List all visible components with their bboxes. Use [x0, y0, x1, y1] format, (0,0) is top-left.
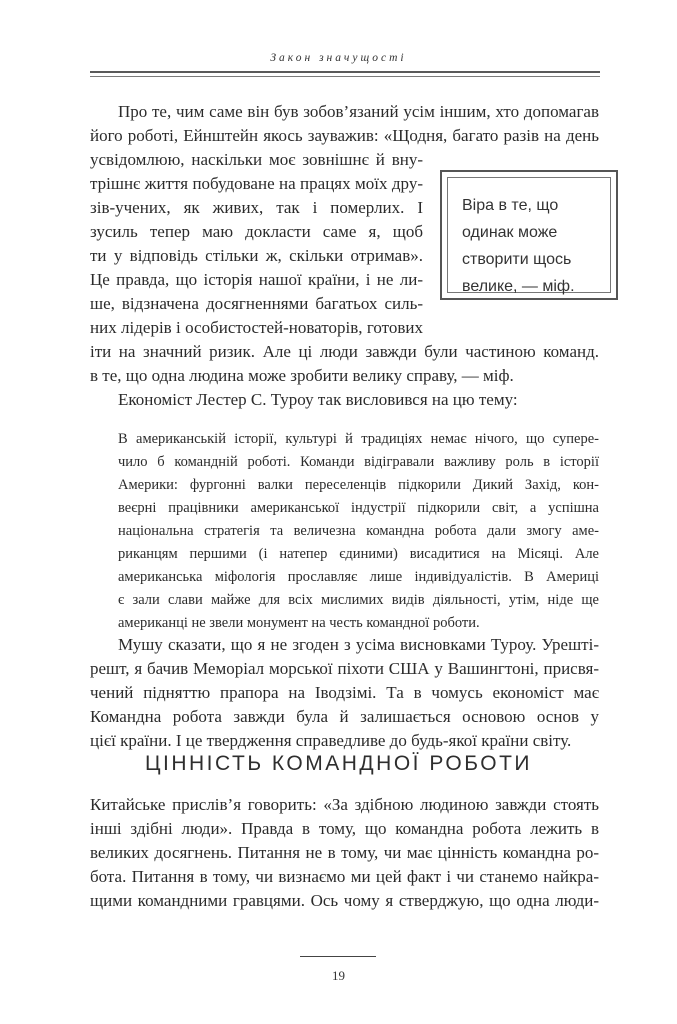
body-line: Про те, чим саме він був зобов’язаний усім іншим, хто допомагав [118, 102, 599, 121]
body-line: іти на значний ризик. Але ці люди завжди були частиною команд. [90, 342, 599, 361]
body-line: решт, я бачив Меморіал морської піхоти США у Вашингтоні, присвя- [90, 659, 599, 678]
pull-quote-box [440, 170, 618, 300]
block-quote-line: американська міфологія прославляє лише індивідуалістів. В Америці [118, 569, 599, 585]
pull-quote-line: одинак може [462, 224, 558, 241]
block-quote-line: веєрні працівники американської індустрії підкорили світ, а успішна [118, 500, 599, 516]
pull-quote-line: велике, — міф. [462, 278, 575, 295]
body-line: в те, що одна людина може зробити велику справу, — міф. [90, 366, 514, 385]
block-quote-line: Америки: фургонні валки переселенців підкорили Дикий Захід, кон- [118, 477, 599, 493]
body-line: його роботі, Ейнштейн якось зауважив: «Щодня, багато разів на день [90, 126, 599, 145]
body-line: зусиль тепер маю докласти саме я, щоб [90, 222, 423, 241]
body-line: ти у відповідь стільки ж, скільки отримав». [90, 246, 423, 265]
body-line: усвідомлюю, наскільки моє зовнішнє й вну- [90, 150, 423, 169]
section-heading: ЦІННІСТЬ КОМАНДНОЇ РОБОТИ [144, 752, 532, 775]
block-quote-line: риканцям першими (і натепер єдиними) висадитися на Місяці. Але [118, 546, 599, 562]
body-line: Командна робота завжди була й залишається основою основ у [90, 707, 599, 726]
block-quote-line: В американській історії, культурі й традиціях немає нічого, що супере- [118, 431, 599, 447]
body-line: цієї країни. І це твердження справедливе до будь-якої країни світу. [90, 731, 572, 750]
body-line: зів-учених, як живих, так і померлих. І [90, 198, 423, 217]
body-line: Мушу сказати, що я не згоден з усіма висновками Туроу. Урешті- [118, 635, 599, 654]
pull-quote-line: створити щось [462, 251, 572, 268]
page-number: 19 [332, 968, 345, 983]
body-line: щими командними гравцями. Ось чому я стверджую, що одна люди- [90, 891, 599, 910]
block-quote-line: американці не звели монумент на честь командної роботи. [118, 615, 480, 631]
body-line: чений підняттю прапора на Іводзімі. Та в чомусь економіст має [90, 683, 599, 702]
block-quote-line: чило б командній роботі. Команди відігравали важливу роль в історії [118, 454, 599, 470]
body-line: інші здібні люди». Правда в тому, що командна робота лежить в [90, 819, 599, 838]
running-header: Закон значущості [270, 52, 407, 64]
body-line: великих досягнень. Питання не в тому, чи має цінність командна ро- [90, 843, 599, 862]
body-line: ше, відзначена досягненнями багатьох силь- [90, 294, 423, 313]
pull-quote-text [462, 192, 612, 300]
block-quote-line: є зали слави майже для всіх мислимих видів діяльності, утім, ніде ще [118, 592, 599, 608]
body-line: Економіст Лестер С. Туроу так висловився на цю тему: [118, 390, 518, 409]
body-line: трішнє життя побудоване на працях моїх дру- [90, 174, 423, 193]
body-line: них лідерів і особистостей-новаторів, готових [90, 318, 423, 337]
pull-quote-line: Віра в те, що [462, 197, 559, 214]
block-quote-line: національна стратегія та величезна командна робота дали змогу аме- [118, 523, 599, 539]
header-rule-thin [90, 76, 600, 77]
footer-rule [300, 956, 376, 957]
body-line: Це правда, що історія нашої країни, і не ли- [90, 270, 423, 289]
body-line: бота. Питання в тому, чи визнаємо ми цей факт і чи станемо найкра- [90, 867, 599, 886]
body-line: Китайське прислів’я говорить: «За здібною людиною завжди стоять [90, 795, 599, 814]
header-rule-thick [90, 71, 600, 73]
